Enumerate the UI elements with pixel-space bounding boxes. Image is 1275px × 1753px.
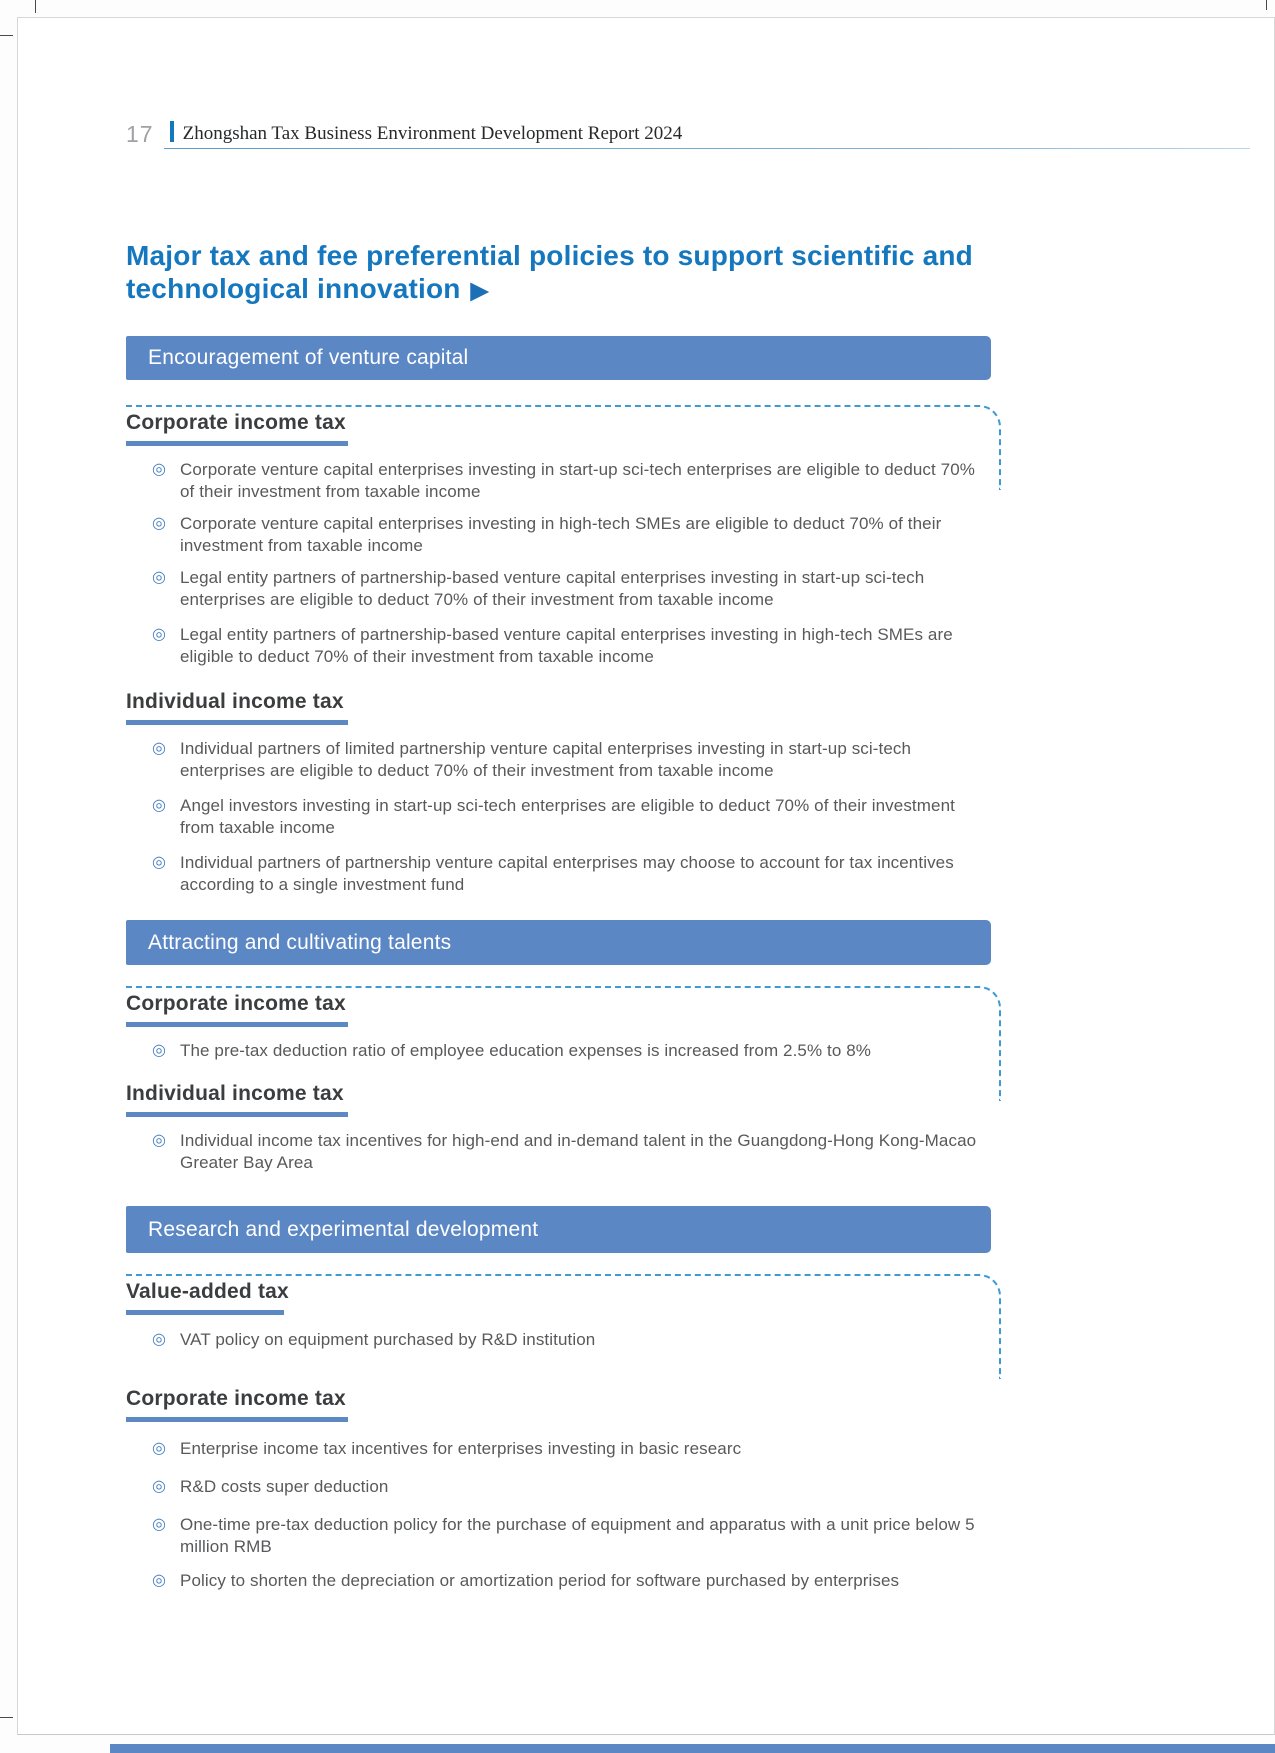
header-rule	[164, 148, 1250, 149]
policy-item	[152, 1040, 991, 1062]
section-banner-label: Research and experimental development	[148, 1218, 539, 1241]
tax-group-heading: Corporate income tax	[126, 411, 346, 434]
section-banner-label: Attracting and cultivating talents	[148, 931, 452, 954]
policy-list	[126, 459, 991, 668]
bullseye-bullet-icon: ◎	[152, 740, 166, 757]
policy-item	[152, 513, 991, 557]
policy-item	[152, 1438, 991, 1460]
policy-text: Angel investors investing in start-up sci-tech enterprises are eligible to deduct 70% of their investment from taxable income	[180, 796, 955, 837]
heading-underline	[126, 720, 348, 725]
page-title	[126, 239, 1016, 307]
section-body	[126, 986, 991, 1174]
policy-text: Corporate venture capital enterprises investing in high-tech SMEs are eligible to deduct 70% of their investment from taxable income	[180, 514, 942, 555]
page-title-text: Major tax and fee preferential policies to support scientific and technological innovation	[126, 240, 973, 304]
policy-item	[152, 1514, 991, 1558]
tax-group-heading: Individual income tax	[126, 1082, 344, 1105]
tax-group-heading: Corporate income tax	[126, 1387, 346, 1410]
bullseye-bullet-icon: ◎	[152, 797, 166, 814]
policy-text: VAT policy on equipment purchased by R&D institution	[180, 1330, 596, 1349]
heading-underline	[126, 1310, 284, 1315]
bullseye-bullet-icon: ◎	[152, 1132, 166, 1149]
policy-text: Individual income tax incentives for high-end and in-demand talent in the Guangdong-Hong Kong-Macao Greater Bay Area	[180, 1131, 977, 1172]
heading-underline	[126, 1022, 348, 1027]
policy-text: R&D costs super deduction	[180, 1477, 389, 1496]
policy-item	[152, 1476, 991, 1498]
policy-item	[152, 567, 991, 611]
page-number: 17	[126, 121, 154, 147]
policy-item	[152, 459, 991, 503]
next-page-banner-edge	[110, 1744, 1275, 1753]
bullseye-bullet-icon: ◎	[152, 515, 166, 532]
tax-group-corporate-income-tax	[126, 411, 991, 668]
tax-group-heading: Individual income tax	[126, 690, 344, 713]
section-banner-research-development	[126, 1206, 991, 1253]
heading-underline	[126, 1417, 348, 1422]
crop-mark-icon	[0, 35, 13, 36]
bullseye-bullet-icon: ◎	[152, 1042, 166, 1059]
policy-item	[152, 1570, 991, 1592]
policy-item	[152, 852, 991, 896]
policy-item	[152, 738, 991, 782]
policy-text: Policy to shorten the depreciation or amortization period for software purchased by enterprises	[180, 1571, 900, 1590]
policy-text: Individual partners of partnership venture capital enterprises may choose to account for tax incentives according to a single investment fund	[180, 853, 954, 894]
policy-item	[152, 795, 991, 839]
section-banner-venture-capital	[126, 336, 991, 380]
section-banner-label: Encouragement of venture capital	[148, 346, 469, 369]
header-accent-bar	[170, 121, 174, 142]
section-body	[126, 1274, 991, 1592]
tax-group-value-added-tax	[126, 1280, 991, 1351]
bullseye-bullet-icon: ◎	[152, 1572, 166, 1589]
report-header-title: Zhongshan Tax Business Environment Development Report 2024	[182, 123, 683, 144]
policy-item	[152, 624, 991, 668]
tax-group-individual-income-tax	[126, 690, 991, 896]
policy-text: Legal entity partners of partnership-based venture capital enterprises investing in high-tech SMEs are eligible to deduct 70% of their investment from taxable income	[180, 625, 953, 666]
tax-group-heading: Value-added tax	[126, 1280, 289, 1303]
heading-underline	[126, 1112, 348, 1117]
policy-text: Enterprise income tax incentives for enterprises investing in basic researc	[180, 1439, 742, 1458]
bullseye-bullet-icon: ◎	[152, 854, 166, 871]
section-body	[126, 405, 991, 896]
tax-group-corporate-income-tax	[126, 1387, 991, 1592]
policy-list	[126, 1438, 991, 1592]
arrow-right-icon: ▶	[470, 277, 489, 303]
policy-list	[126, 1329, 991, 1351]
policy-text: Legal entity partners of partnership-based venture capital enterprises investing in start-up sci-tech enterprises are eligible to deduct 70% of their investment from taxable income	[180, 568, 925, 609]
report-page	[17, 17, 1275, 1735]
crop-mark-icon	[0, 1717, 13, 1718]
policy-text: One-time pre-tax deduction policy for the purchase of equipment and apparatus with a unit price below 5 million RMB	[180, 1515, 975, 1556]
policy-text: Individual partners of limited partnership venture capital enterprises investing in start-up sci-tech enterprises are eligible to deduct 70% of their investment from taxable income	[180, 739, 912, 780]
section-banner-talents	[126, 920, 991, 965]
policy-list	[126, 738, 991, 896]
bullseye-bullet-icon: ◎	[152, 626, 166, 643]
bullseye-bullet-icon: ◎	[152, 461, 166, 478]
bullseye-bullet-icon: ◎	[152, 1331, 166, 1348]
policy-list	[126, 1040, 991, 1062]
heading-underline	[126, 441, 348, 446]
tax-group-corporate-income-tax	[126, 992, 991, 1062]
tax-group-heading: Corporate income tax	[126, 992, 346, 1015]
page-header	[126, 121, 1250, 155]
policy-item	[152, 1329, 991, 1351]
policy-text: Corporate venture capital enterprises investing in start-up sci-tech enterprises are eligible to deduct 70% of their investment from taxable income	[180, 460, 975, 501]
bullseye-bullet-icon: ◎	[152, 569, 166, 586]
crop-mark-icon	[35, 0, 36, 13]
policy-text: The pre-tax deduction ratio of employee education expenses is increased from 2.5% to 8%	[180, 1041, 871, 1060]
bullseye-bullet-icon: ◎	[152, 1516, 166, 1533]
crop-mark-icon	[1266, 0, 1267, 10]
tax-group-individual-income-tax	[126, 1082, 991, 1174]
page-content	[126, 336, 991, 1592]
bullseye-bullet-icon: ◎	[152, 1440, 166, 1457]
policy-item	[152, 1130, 991, 1174]
bullseye-bullet-icon: ◎	[152, 1478, 166, 1495]
policy-list	[126, 1130, 991, 1174]
